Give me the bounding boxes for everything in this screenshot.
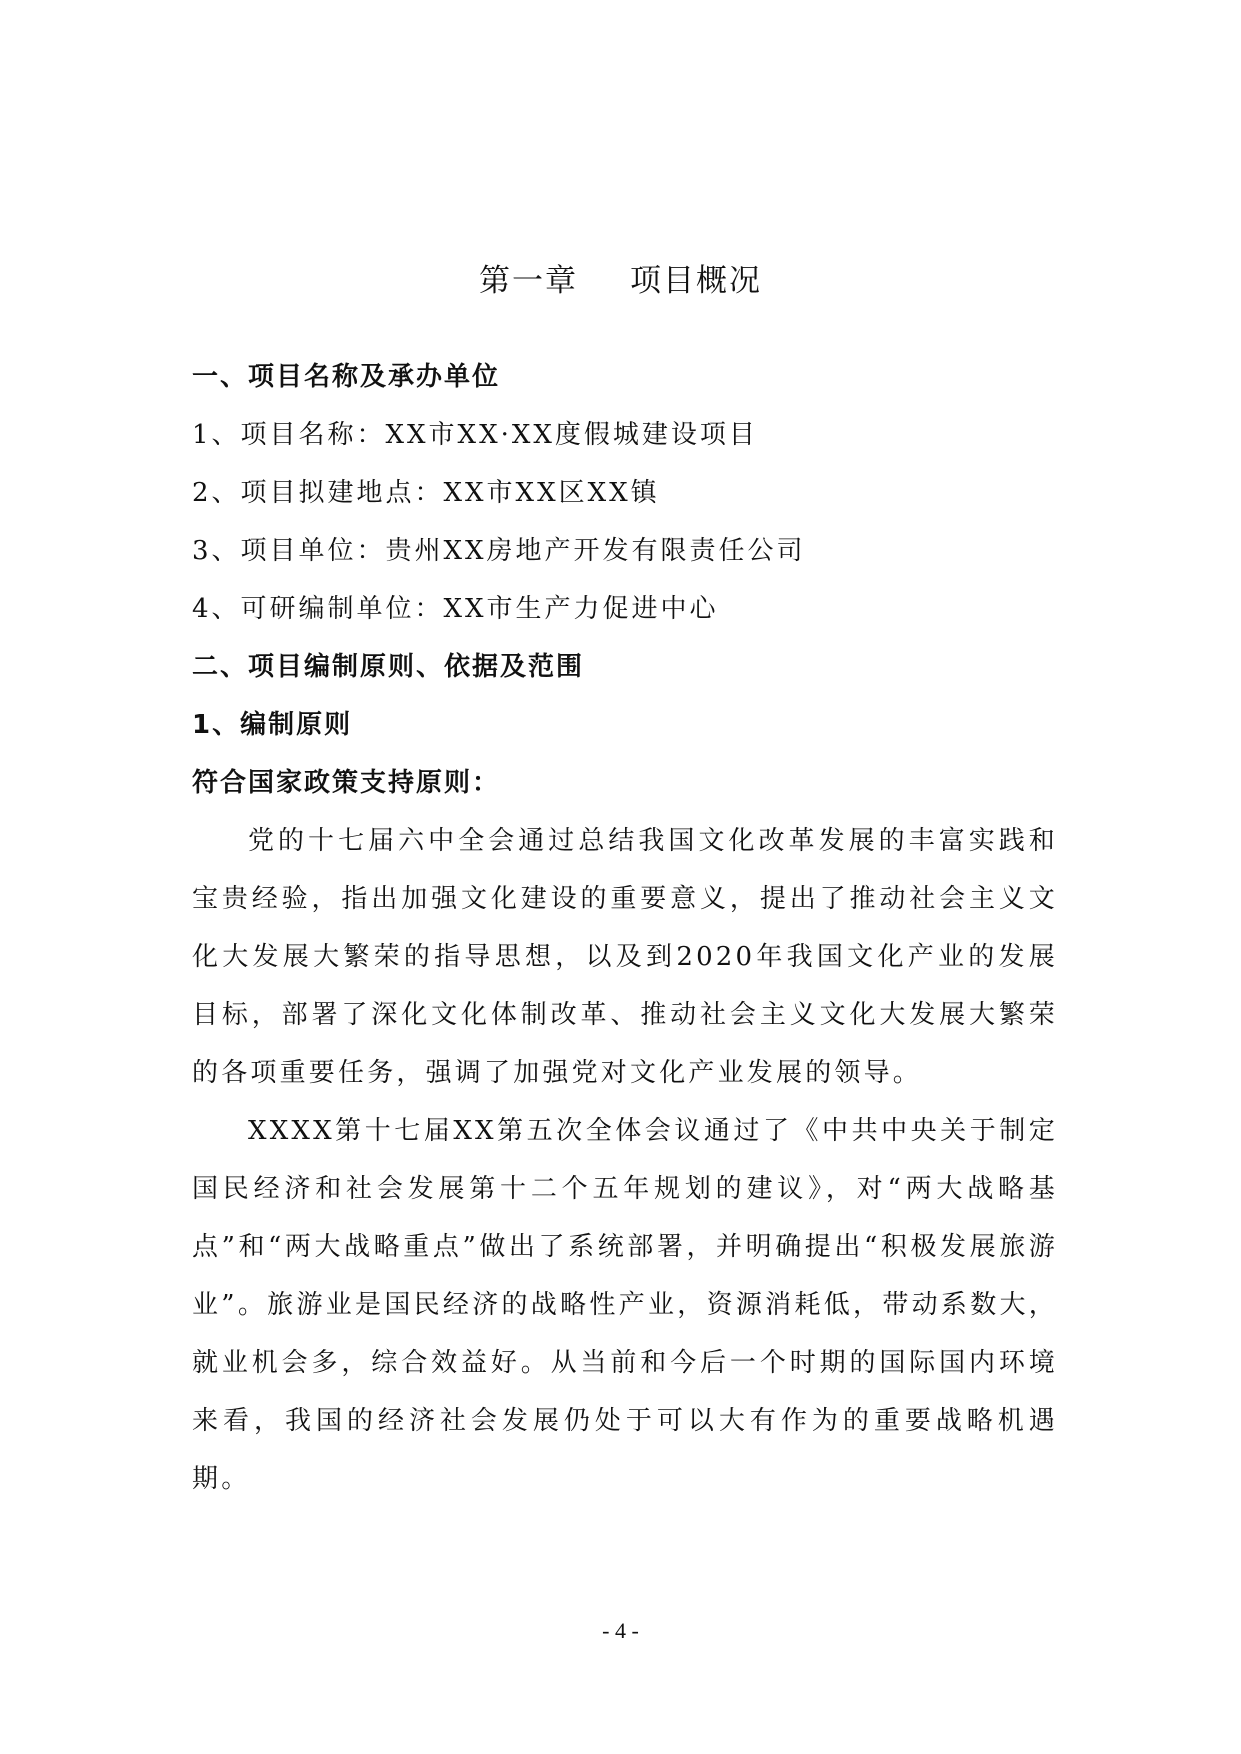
list-item-feasibility-unit: 4、可研编制单位：XX市生产力促进中心 bbox=[192, 594, 719, 624]
chapter-title bbox=[0, 255, 1241, 300]
section-heading-2: 二、项目编制原则、依据及范围 bbox=[192, 652, 585, 682]
list-item-project-location: 2、项目拟建地点：XX市XX区XX镇 bbox=[192, 478, 660, 508]
document-body bbox=[192, 348, 1058, 1508]
body-paragraph-2: XXXX第十七届XX第五次全体会议通过了《中共中央关于制定国民经济和社会发展第十二个五年规划的建议》，对“两大战略基点”和“两大战略重点”做出了系统部署，并明确提出“积极发展旅游业”。旅游业是国民经济的战略性产业，资源消耗低，带动系数大，就业机会多，综合效益好。从当前和今后一个时期的国际国内环境来看，我国的经济社会发展仍处于可以大有作为的重要战略机遇期。 bbox=[192, 1116, 1058, 1494]
chapter-name: 项目概况 bbox=[630, 263, 762, 299]
chapter-label: 第一章 bbox=[479, 263, 578, 299]
page-number: - 4 - bbox=[602, 1618, 639, 1643]
principle-heading: 符合国家政策支持原则： bbox=[192, 768, 501, 798]
list-item-project-unit: 3、项目单位：贵州XX房地产开发有限责任公司 bbox=[192, 536, 806, 566]
list-item-project-name: 1、项目名称：XX市XX·XX度假城建设项目 bbox=[192, 420, 758, 450]
body-paragraph-1: 党的十七届六中全会通过总结我国文化改革发展的丰富实践和宝贵经验，指出加强文化建设的重要意义，提出了推动社会主义文化大发展大繁荣的指导思想，以及到2020年我国文化产业的发展目标，部署了深化文化体制改革、推动社会主义文化大发展大繁荣的各项重要任务，强调了加强党对文化产业发展的领导。 bbox=[192, 826, 1058, 1088]
section-heading-1: 一、项目名称及承办单位 bbox=[192, 362, 501, 392]
subsection-heading: 1、编制原则 bbox=[192, 710, 353, 740]
